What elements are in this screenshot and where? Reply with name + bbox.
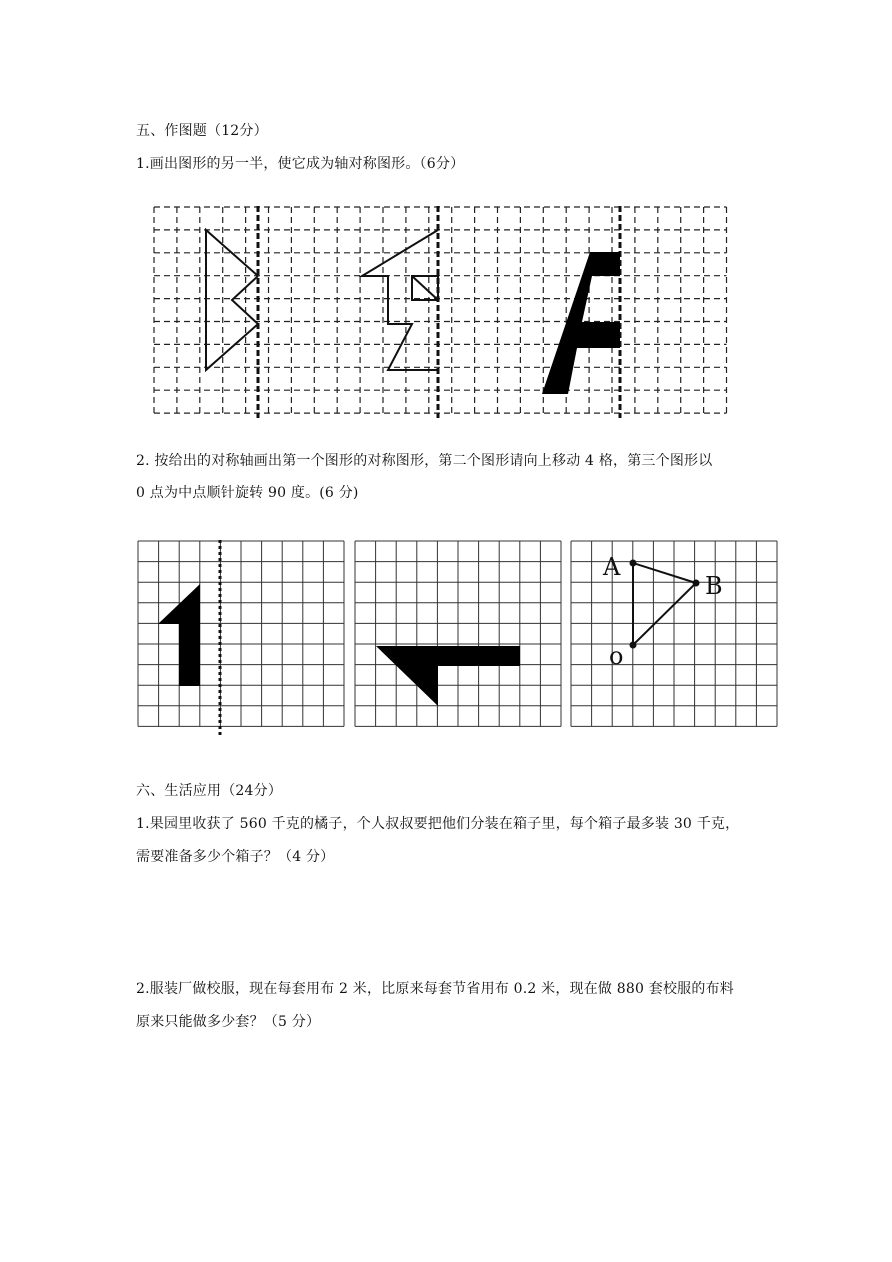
triangle-aob <box>602 553 723 670</box>
grid-rotation <box>571 541 777 726</box>
section6-question1-line1: 1.果园里收获了 560 千克的橘子，个人叔叔要把他们分装在箱子里，每个箱子最多装 30 千克， <box>136 816 740 832</box>
point-label-o: o <box>609 642 624 670</box>
section5-title: 五、作图题（12分） <box>136 123 268 139</box>
section5-question2-line2: 0 点为中点顺针旋转 90 度。(6 分) <box>136 485 359 501</box>
shape-for-translation <box>376 646 520 706</box>
section6-title: 六、生活应用（24分） <box>136 783 283 799</box>
point-label-b: B <box>705 572 723 600</box>
grid-translation <box>355 541 561 726</box>
section5-question2-line1: 2. 按给出的对称轴画出第一个图形的对称图形，第二个图形请向上移动 4 格，第三个图形以 <box>136 453 713 469</box>
grid-reflection <box>138 541 344 726</box>
section6-question1-line2: 需要准备多少个箱子？（4 分） <box>136 849 335 865</box>
point-label-a: A <box>603 553 621 581</box>
section5-question1: 1.画出图形的另一半，使它成为轴对称图形。（6分） <box>136 156 465 172</box>
section6-question2-line2: 原来只能做多少套？（5 分） <box>136 1014 321 1030</box>
section6-question2-line1: 2.服装厂做校服，现在每套用布 2 米，比原来每套节省用布 0.2 米，现在做 880 套校服的布料 <box>136 981 734 997</box>
